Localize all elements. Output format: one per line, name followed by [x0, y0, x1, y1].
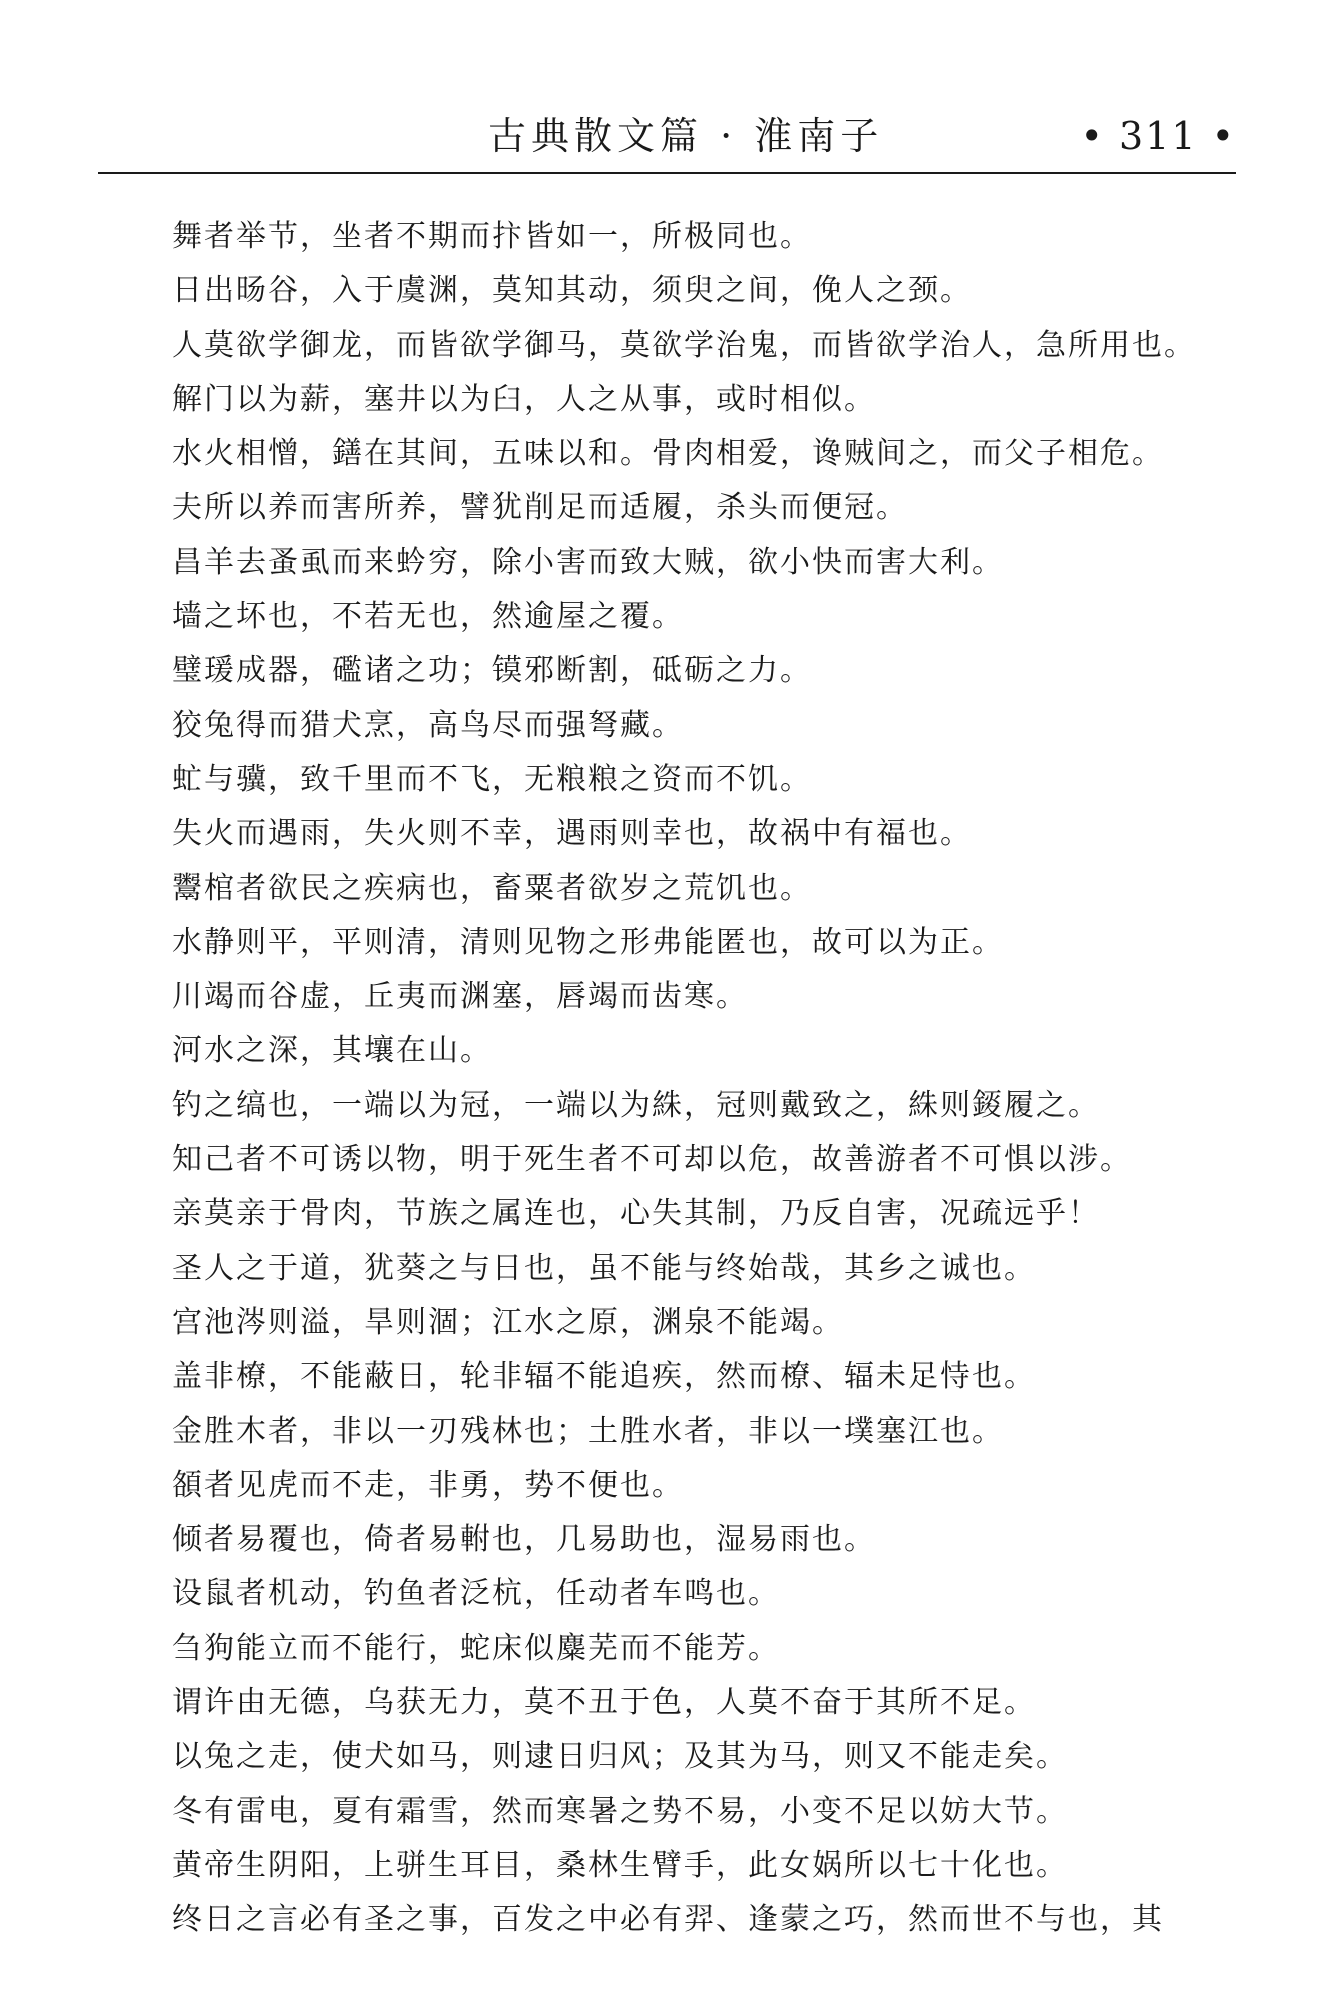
text-line: 谓许由无德，乌获无力，莫不丑于色，人莫不奋于其所不足。 — [172, 1685, 1036, 1721]
page-number: • 311 • — [1080, 114, 1236, 158]
text-line: 亲莫亲于骨肉，节族之属连也，心失其制，乃反自害，况疏远乎！ — [172, 1196, 1100, 1232]
text-line: 墙之坏也，不若无也，然逾屋之覆。 — [172, 599, 684, 635]
text-line: 刍狗能立而不能行，蛇床似麋芜而不能芳。 — [172, 1630, 780, 1666]
text-line: 解门以为薪，塞井以为臼，人之从事，或时相似。 — [172, 381, 876, 417]
text-line: 川竭而谷虚，丘夷而渊塞，唇竭而齿寒。 — [172, 979, 748, 1015]
text-line: 狡兔得而猎犬烹，高鸟尽而强弩藏。 — [172, 707, 684, 743]
text-line: 日出旸谷，入于虞渊，莫知其动，须臾之间，俛人之颈。 — [172, 273, 972, 309]
text-line: 水静则平，平则清，清则见物之形弗能匿也，故可以为正。 — [172, 924, 1004, 960]
text-line: 頟者见虎而不走，非勇，势不便也。 — [172, 1467, 684, 1503]
text-line: 舞者举节，坐者不期而抃皆如一，所极同也。 — [172, 219, 812, 254]
text-line: 河水之深，其壤在山。 — [172, 1033, 492, 1069]
text-line: 知己者不可诱以物，明于死生者不可却以危，故善游者不可惧以涉。 — [172, 1142, 1132, 1178]
text-line: 夫所以养而害所养，譬犹削足而适履，杀头而便冠。 — [172, 490, 908, 526]
text-line: 设鼠者机动，钓鱼者泛杭，任动者车鸣也。 — [172, 1576, 780, 1612]
text-line: 钓之缟也，一端以为冠，一端以为絑，冠则戴致之，絑则錽履之。 — [172, 1087, 1100, 1123]
text-line: 虻与骥，致千里而不飞，无粮粮之资而不饥。 — [172, 761, 812, 797]
text-line: 圣人之于道，犹葵之与日也，虽不能与终始哉，其乡之诚也。 — [172, 1250, 1036, 1286]
text-line: 失火而遇雨，失火则不幸，遇雨则幸也，故祸中有福也。 — [172, 816, 972, 852]
text-line: 盖非橑，不能蔽日，轮非辐不能追疾，然而橑、辐未足恃也。 — [172, 1359, 1036, 1395]
text-line: 璧瑗成器，礛诸之功；镆邪断割，砥砺之力。 — [172, 653, 812, 689]
header-rule — [98, 172, 1236, 174]
text-line: 水火相憎，鐥在其间，五味以和。骨肉相爱，谗贼间之，而父子相危。 — [172, 436, 1164, 472]
text-line: 冬有雷电，夏有霜雪，然而寒暑之势不易，小变不足以妨大节。 — [172, 1793, 1068, 1829]
text-line: 宫池涔则溢，旱则涸；江水之原，渊泉不能竭。 — [172, 1304, 844, 1340]
text-line: 倾者易覆也，倚者易軵也，几易助也，湿易雨也。 — [172, 1522, 876, 1558]
text-line: 以兔之走，使犬如马，则逮日归风；及其为马，则又不能走矣。 — [172, 1739, 1068, 1775]
text-line: 金胜木者，非以一刃残林也；土胜水者，非以一墣塞江也。 — [172, 1413, 1004, 1449]
running-header — [98, 106, 1236, 170]
text-line: 终日之言必有圣之事，百发之中必有羿、逢蒙之巧，然而世不与也，其 — [172, 1902, 1164, 1938]
text-line: 黄帝生阴阳，上骈生耳目，桑林生臂手，此女娲所以七十化也。 — [172, 1847, 1068, 1883]
text-line: 昌羊去蚤虱而来蚙穷，除小害而致大贼，欲小快而害大利。 — [172, 544, 1004, 580]
running-title: 古典散文篇 · 淮南子 — [488, 114, 884, 158]
text-line: 人莫欲学御龙，而皆欲学御马，莫欲学治鬼，而皆欲学治人，急所用也。 — [172, 327, 1196, 363]
text-line: 鬻棺者欲民之疾病也，畜粟者欲岁之荒饥也。 — [172, 870, 812, 906]
body-text — [172, 210, 1232, 1948]
